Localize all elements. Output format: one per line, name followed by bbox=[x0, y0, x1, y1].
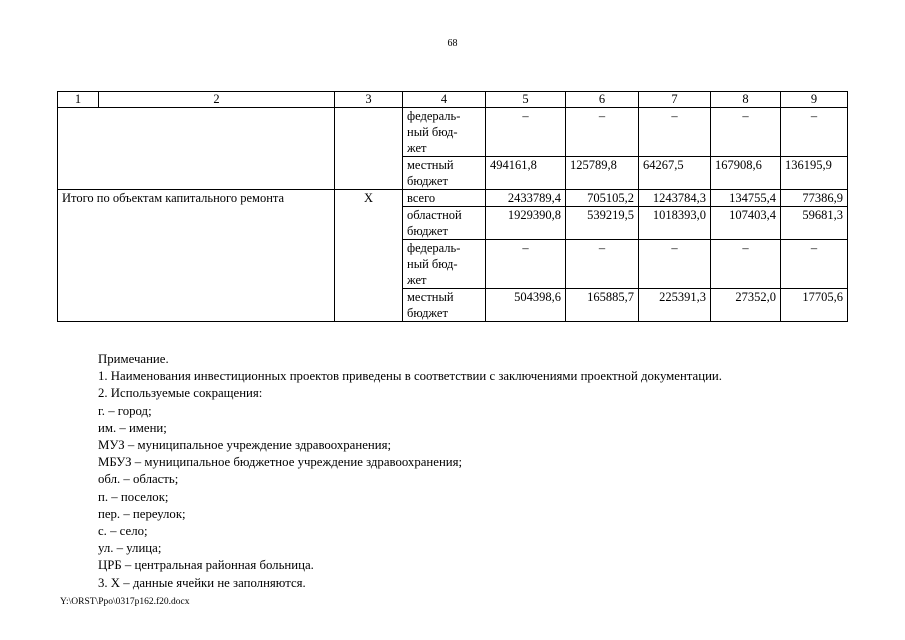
column-header: 6 bbox=[566, 92, 639, 108]
abbreviation-line: ЦРБ – центральная районная больница. bbox=[98, 558, 314, 573]
empty-mark-cell bbox=[335, 108, 403, 190]
column-header: 3 bbox=[335, 92, 403, 108]
note-line: 1. Наименования инвестиционных проектов приведены в соответствии с заключениями проектной документации. bbox=[98, 369, 722, 384]
funding-source-label: областной бюджет bbox=[403, 207, 486, 240]
value-cell: 494161,8 bbox=[486, 157, 566, 190]
total-group-mark: Х bbox=[335, 190, 403, 322]
column-header: 4 bbox=[403, 92, 486, 108]
column-header: 1 bbox=[58, 92, 99, 108]
value-cell: 17705,6 bbox=[781, 289, 848, 322]
funding-source-label: местный бюджет bbox=[403, 157, 486, 190]
value-cell: 59681,3 bbox=[781, 207, 848, 240]
value-cell: 134755,4 bbox=[711, 190, 781, 207]
notes-section bbox=[98, 351, 858, 592]
page-number: 68 bbox=[447, 38, 458, 49]
value-cell: – bbox=[711, 108, 781, 157]
funding-source-label: федераль- ный бюд- жет bbox=[403, 240, 486, 289]
value-cell: 705105,2 bbox=[566, 190, 639, 207]
value-cell: 136195,9 bbox=[781, 157, 848, 190]
value-cell: – bbox=[566, 108, 639, 157]
value-cell: 225391,3 bbox=[639, 289, 711, 322]
notes-heading: Примечание. bbox=[98, 352, 169, 366]
value-cell: 1929390,8 bbox=[486, 207, 566, 240]
value-cell: 1243784,3 bbox=[639, 190, 711, 207]
note-line: 2. Используемые сокращения: bbox=[98, 386, 263, 401]
empty-name-cell bbox=[58, 108, 335, 190]
column-header: 5 bbox=[486, 92, 566, 108]
value-cell: – bbox=[781, 108, 848, 157]
abbreviation-line: МУЗ – муниципальное учреждение здравоохранения; bbox=[98, 438, 392, 453]
abbreviation-line: ул. – улица; bbox=[98, 541, 162, 556]
abbreviation-line: г. – город; bbox=[98, 403, 152, 418]
value-cell: 165885,7 bbox=[566, 289, 639, 322]
value-cell: 77386,9 bbox=[781, 190, 848, 207]
value-cell: 1018393,0 bbox=[639, 207, 711, 240]
value-cell: – bbox=[639, 108, 711, 157]
total-group-name: Итого по объектам капитального ремонта bbox=[58, 190, 335, 322]
value-cell: 27352,0 bbox=[711, 289, 781, 322]
value-cell: – bbox=[781, 240, 848, 289]
value-cell: 107403,4 bbox=[711, 207, 781, 240]
value-cell: 504398,6 bbox=[486, 289, 566, 322]
funding-source-label: местный бюджет bbox=[403, 289, 486, 322]
value-cell: – bbox=[639, 240, 711, 289]
abbreviation-line: МБУЗ – муниципальное бюджетное учреждение здравоохранения; bbox=[98, 455, 463, 470]
value-cell: 64267,5 bbox=[639, 157, 711, 190]
table-header-row bbox=[58, 92, 848, 108]
value-cell: 2433789,4 bbox=[486, 190, 566, 207]
abbreviation-line: обл. – область; bbox=[98, 472, 179, 487]
value-cell: 539219,5 bbox=[566, 207, 639, 240]
column-header: 7 bbox=[639, 92, 711, 108]
value-cell: 125789,8 bbox=[566, 157, 639, 190]
column-header: 2 bbox=[99, 92, 335, 108]
budget-table bbox=[57, 91, 848, 322]
value-cell: – bbox=[566, 240, 639, 289]
value-cell: – bbox=[486, 240, 566, 289]
value-cell: 167908,6 bbox=[711, 157, 781, 190]
file-path-footer: Y:\ORST\Ppo\0317p162.f20.docx bbox=[60, 597, 190, 607]
abbreviation-line: п. – поселок; bbox=[98, 489, 169, 504]
column-header: 8 bbox=[711, 92, 781, 108]
value-cell: – bbox=[486, 108, 566, 157]
table-row bbox=[58, 190, 848, 207]
table-row bbox=[58, 108, 848, 157]
funding-source-label: всего bbox=[403, 190, 486, 207]
funding-source-label: федераль- ный бюд- жет bbox=[403, 108, 486, 157]
value-cell: – bbox=[711, 240, 781, 289]
column-header: 9 bbox=[781, 92, 848, 108]
abbreviation-line: с. – село; bbox=[98, 524, 148, 539]
abbreviation-line: пер. – переулок; bbox=[98, 506, 186, 521]
abbreviation-line: им. – имени; bbox=[98, 420, 167, 435]
note-line: 3. Х – данные ячейки не заполняются. bbox=[98, 575, 306, 590]
